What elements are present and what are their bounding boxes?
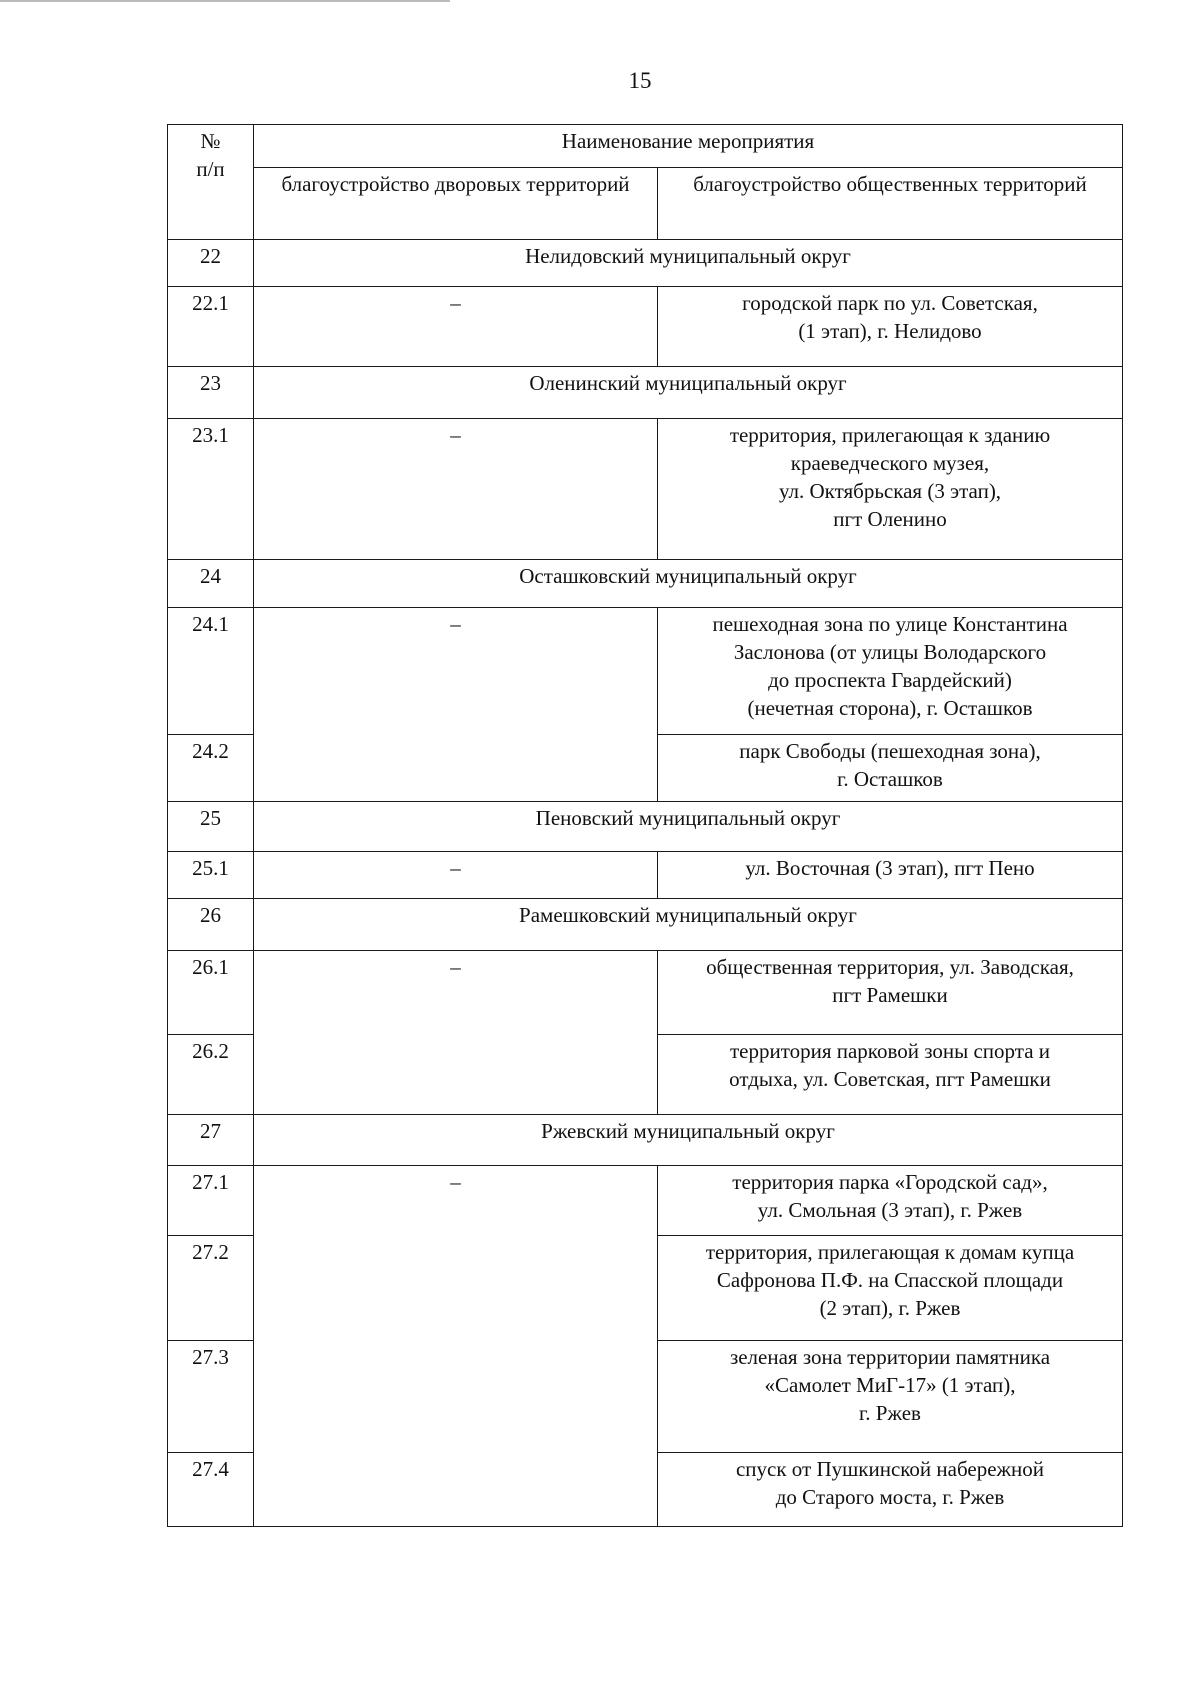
region-number: 23 — [200, 371, 221, 395]
region-number-cell — [168, 367, 254, 419]
region-number: 25 — [200, 806, 221, 830]
public-territory-text: парк Свободы (пешеходная зона), г. Осташков — [739, 739, 1041, 791]
public-territory-text: зеленая зона территории памятника «Самолет МиГ-17» (1 этап), г. Ржев — [729, 1345, 1051, 1425]
item-number-cell — [168, 1035, 254, 1115]
header-title-cell — [254, 125, 1123, 168]
public-territory-text: территория, прилегающая к домам купца Сафронова П.Ф. на Спасской площади (2 этап), г. Ржев — [705, 1240, 1075, 1320]
dash-mark: – — [450, 1170, 461, 1194]
header-row-columns — [168, 168, 1123, 240]
item-number-cell — [168, 1341, 254, 1453]
page-number: 15 — [628, 68, 652, 93]
item-number: 24.1 — [192, 612, 229, 636]
scan-edge-line — [0, 0, 450, 2]
item-row — [168, 608, 1123, 735]
public-territory-text: общественная территория, ул. Заводская, пгт Рамешки — [706, 955, 1074, 1007]
public-territory-cell — [658, 1035, 1123, 1115]
public-territory-cell — [658, 735, 1123, 802]
item-row — [168, 951, 1123, 1035]
public-territory-cell — [658, 852, 1123, 899]
item-row — [168, 287, 1123, 367]
item-row — [168, 852, 1123, 899]
public-territory-cell — [658, 1236, 1123, 1341]
region-number-cell — [168, 899, 254, 951]
header-title: Наименование мероприятия — [561, 129, 815, 153]
yard-cell — [254, 419, 658, 560]
region-name-cell — [254, 560, 1123, 608]
public-territory-cell — [658, 287, 1123, 367]
item-number: 27.4 — [192, 1457, 229, 1481]
public-territory-text: городской парк по ул. Советская, (1 этап), г. Нелидово — [742, 291, 1038, 343]
public-territory-cell — [658, 419, 1123, 560]
region-row — [168, 899, 1123, 951]
public-territory-cell — [658, 1453, 1123, 1527]
item-number: 26.1 — [192, 955, 229, 979]
region-number: 22 — [200, 244, 221, 268]
region-row — [168, 802, 1123, 852]
region-number-cell — [168, 560, 254, 608]
header-num-label: № п/п — [196, 129, 225, 181]
header-num-cell — [168, 125, 254, 240]
item-number: 26.2 — [192, 1039, 229, 1063]
yard-cell — [254, 852, 658, 899]
yard-cell — [254, 608, 658, 802]
public-territory-cell — [658, 951, 1123, 1035]
region-number: 27 — [200, 1119, 221, 1143]
header-yard-cell — [254, 168, 658, 240]
public-territory-cell — [658, 1166, 1123, 1236]
item-number-cell — [168, 735, 254, 802]
region-row — [168, 560, 1123, 608]
region-row — [168, 1115, 1123, 1166]
region-row — [168, 367, 1123, 419]
dash-mark: – — [450, 856, 461, 880]
region-number-cell — [168, 240, 254, 287]
region-number: 26 — [200, 903, 221, 927]
item-number-cell — [168, 852, 254, 899]
region-name: Пеновский муниципальный округ — [535, 806, 841, 830]
dash-mark: – — [450, 291, 461, 315]
region-name: Осташковский муниципальный округ — [519, 564, 857, 588]
public-territory-text: спуск от Пушкинской набережной до Старого моста, г. Ржев — [735, 1457, 1045, 1509]
region-name-cell — [254, 802, 1123, 852]
item-number: 22.1 — [192, 291, 229, 315]
measures-table — [167, 124, 1123, 1527]
region-number: 24 — [200, 564, 221, 588]
item-number: 24.2 — [192, 739, 229, 763]
region-name-cell — [254, 1115, 1123, 1166]
public-territory-text: территория парка «Городской сад», ул. Смольная (3 этап), г. Ржев — [732, 1170, 1048, 1222]
item-row — [168, 419, 1123, 560]
item-row — [168, 1166, 1123, 1236]
region-name: Оленинский муниципальный округ — [529, 371, 847, 395]
region-row — [168, 240, 1123, 287]
table-body — [168, 125, 1123, 1527]
dash-mark: – — [450, 423, 461, 447]
item-number: 27.3 — [192, 1345, 229, 1369]
header-public-label: благоустройство общественных территорий — [693, 172, 1087, 196]
item-number: 27.1 — [192, 1170, 229, 1194]
region-number-cell — [168, 1115, 254, 1166]
dash-mark: – — [450, 612, 461, 636]
region-number-cell — [168, 802, 254, 852]
region-name-cell — [254, 367, 1123, 419]
yard-cell — [254, 287, 658, 367]
item-number-cell — [168, 1166, 254, 1236]
item-number: 25.1 — [192, 856, 229, 880]
item-number: 27.2 — [192, 1240, 229, 1264]
region-name-cell — [254, 899, 1123, 951]
header-row-title — [168, 125, 1123, 168]
yard-cell — [254, 951, 658, 1115]
public-territory-text: территория, прилегающая к зданию краеведческого музея, ул. Октябрьская (3 этап), пгт Оленино — [729, 423, 1051, 531]
region-name: Ржевский муниципальный округ — [541, 1119, 835, 1143]
item-number: 23.1 — [192, 423, 229, 447]
public-territory-cell — [658, 1341, 1123, 1453]
item-number-cell — [168, 419, 254, 560]
yard-cell — [254, 1166, 658, 1527]
item-number-cell — [168, 951, 254, 1035]
public-territory-text: ул. Восточная (3 этап), пгт Пено — [745, 856, 1035, 880]
dash-mark: – — [450, 955, 461, 979]
public-territory-cell — [658, 608, 1123, 735]
region-name: Рамешковский муниципальный округ — [519, 903, 857, 927]
region-name: Нелидовский муниципальный округ — [525, 244, 851, 268]
item-number-cell — [168, 608, 254, 735]
header-public-cell — [658, 168, 1123, 240]
header-yard-label: благоустройство дворовых территорий — [281, 172, 630, 196]
item-number-cell — [168, 1236, 254, 1341]
item-number-cell — [168, 1453, 254, 1527]
public-territory-text: территория парковой зоны спорта и отдыха, ул. Советская, пгт Рамешки — [729, 1039, 1051, 1091]
item-number-cell — [168, 287, 254, 367]
public-territory-text: пешеходная зона по улице Константина Заслонова (от улицы Володарского до проспекта Гвардейский) (нечетная сторона), г. Осташков — [712, 612, 1068, 720]
region-name-cell — [254, 240, 1123, 287]
